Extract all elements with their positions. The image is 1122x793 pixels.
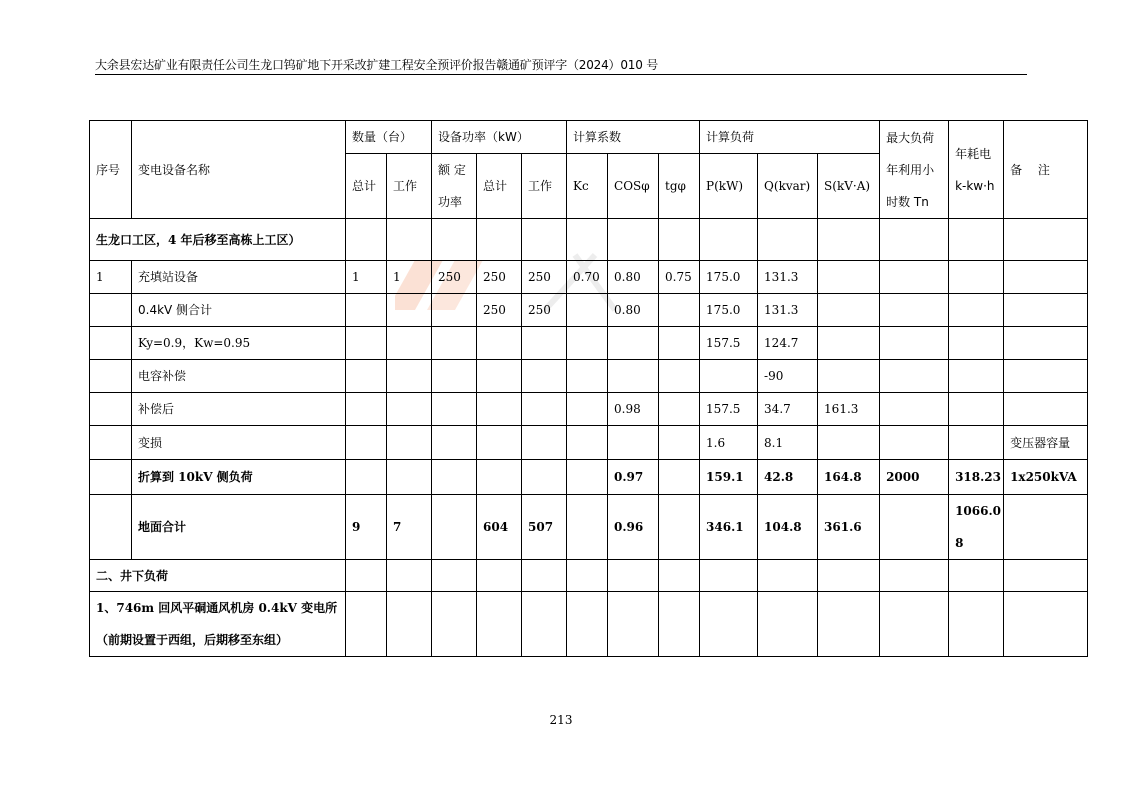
cell-remark: 1x250kVA (1004, 460, 1088, 495)
cell-energy-1: 1066.0 (955, 504, 1002, 518)
header-power-work: 工作 (522, 154, 567, 219)
header-energy-2: k-kw·h (955, 178, 995, 193)
cell-name: 变损 (132, 426, 346, 460)
cell-energy (949, 495, 1004, 560)
header-remark: 备 注 (1004, 121, 1088, 219)
header-qty-total: 总计 (346, 154, 387, 219)
header-seq: 序号 (90, 121, 132, 219)
cell-q: 131.3 (758, 261, 818, 294)
cell-cos (608, 360, 659, 393)
cell-seq (90, 327, 132, 360)
header-rated-2: 功率 (438, 195, 463, 209)
cell-q: 34.7 (758, 393, 818, 426)
cell-power-total (477, 393, 522, 426)
section-row (90, 592, 1088, 657)
header-name: 变电设备名称 (132, 121, 346, 219)
cell-power-work (522, 327, 567, 360)
cell-energy (949, 426, 1004, 460)
cell-p: 157.5 (700, 327, 758, 360)
table-row (90, 393, 1088, 426)
cell-s (818, 426, 880, 460)
cell-q: 104.8 (758, 495, 818, 560)
cell-name: 补偿后 (132, 393, 346, 426)
cell-rated (432, 360, 477, 393)
document-header-title: 大余县宏达矿业有限责任公司生龙口钨矿地下开采改扩建工程安全预评价报告赣通矿预评字（2024）010 号 (95, 58, 659, 72)
cell-p: 346.1 (700, 495, 758, 560)
header-q: Q(kvar) (758, 154, 818, 219)
cell-rated (432, 426, 477, 460)
table-row (90, 294, 1088, 327)
cell-s (818, 327, 880, 360)
table-row-10kv (90, 460, 1088, 495)
header-power: 设备功率（kW） (432, 121, 567, 154)
cell-q: -90 (758, 360, 818, 393)
header-max-load (880, 121, 949, 219)
cell-power-work (522, 426, 567, 460)
cell-power-work (522, 393, 567, 426)
cell-power-total (477, 327, 522, 360)
page-number: 213 (549, 713, 573, 727)
cell-power-work: 250 (522, 261, 567, 294)
cell-name: Ky=0.9，Kw=0.95 (132, 327, 346, 360)
cell-rated (432, 393, 477, 426)
cell-p: 175.0 (700, 261, 758, 294)
table-row (90, 426, 1088, 460)
header-coefficients: 计算系数 (567, 121, 700, 154)
cell-qty-total (346, 426, 387, 460)
header-rated (432, 154, 477, 219)
section-row (90, 219, 1088, 261)
cell-cos (608, 426, 659, 460)
cell-remark (1004, 393, 1088, 426)
cell-kc: 0.70 (567, 261, 608, 294)
cell-s: 164.8 (818, 460, 880, 495)
cell-q: 124.7 (758, 327, 818, 360)
cell-name: 电容补偿 (132, 360, 346, 393)
cell-name: 折算到 10kV 侧负荷 (132, 460, 346, 495)
cell-power-total (477, 360, 522, 393)
table-header-row (90, 121, 1088, 154)
cell-name: 0.4kV 侧合计 (132, 294, 346, 327)
header-cos: COSφ (608, 154, 659, 219)
cell-cos (608, 327, 659, 360)
cell-qty-work (387, 426, 432, 460)
cell-rated: 250 (432, 261, 477, 294)
cell-energy (949, 360, 1004, 393)
cell-s: 361.6 (818, 495, 880, 560)
cell-tn: 2000 (880, 460, 949, 495)
cell-p: 157.5 (700, 393, 758, 426)
table-row-ground-total (90, 495, 1088, 560)
header-rated-1: 额 定 (438, 163, 466, 177)
cell-p: 159.1 (700, 460, 758, 495)
cell-remark: 变压器容量 (1004, 426, 1088, 460)
cell-remark (1004, 360, 1088, 393)
cell-tg (659, 327, 700, 360)
table-row (90, 327, 1088, 360)
load-calculation-table (89, 120, 1088, 657)
cell-q: 8.1 (758, 426, 818, 460)
section-title: 生龙口工区，4 年后移至高栋上工区） (90, 219, 346, 261)
cell-tg: 0.75 (659, 261, 700, 294)
cell-qty-total (346, 360, 387, 393)
cell-cos: 0.96 (608, 495, 659, 560)
cell-tg (659, 426, 700, 460)
cell-qty-work (387, 294, 432, 327)
cell-energy (949, 294, 1004, 327)
header-s: S(kV·A) (818, 154, 880, 219)
cell-p: 1.6 (700, 426, 758, 460)
cell-p: 175.0 (700, 294, 758, 327)
cell-qty-work (387, 393, 432, 426)
cell-qty-work: 1 (387, 261, 432, 294)
cell-q: 131.3 (758, 294, 818, 327)
header-max-load-1: 最大负荷 (886, 130, 935, 145)
cell-power-total: 250 (477, 261, 522, 294)
cell-cos: 0.97 (608, 460, 659, 495)
cell-qty-total: 1 (346, 261, 387, 294)
cell-seq (90, 426, 132, 460)
cell-tg (659, 360, 700, 393)
cell-rated (432, 327, 477, 360)
cell-tn (880, 393, 949, 426)
header-qty-work: 工作 (387, 154, 432, 219)
cell-seq (90, 393, 132, 426)
cell-s (818, 294, 880, 327)
cell-power-work: 507 (522, 495, 567, 560)
cell-energy (949, 261, 1004, 294)
cell-cos: 0.80 (608, 294, 659, 327)
cell-energy-2: 8 (955, 536, 964, 550)
cell-seq (90, 294, 132, 327)
cell-energy (949, 327, 1004, 360)
header-power-total: 总计 (477, 154, 522, 219)
table-row (90, 261, 1088, 294)
cell-qty-total (346, 393, 387, 426)
cell-qty-work (387, 360, 432, 393)
cell-s: 161.3 (818, 393, 880, 426)
cell-seq (90, 360, 132, 393)
section-title (90, 592, 346, 657)
cell-s (818, 261, 880, 294)
cell-remark (1004, 327, 1088, 360)
cell-tg (659, 294, 700, 327)
header-calc-load: 计算负荷 (700, 121, 880, 154)
cell-kc (567, 393, 608, 426)
cell-rated (432, 294, 477, 327)
header-energy (949, 121, 1004, 219)
cell-qty-work (387, 327, 432, 360)
cell-kc (567, 360, 608, 393)
section-title: 二、井下负荷 (90, 560, 346, 592)
cell-tn (880, 426, 949, 460)
cell-power-total: 604 (477, 495, 522, 560)
header-p: P(kW) (700, 154, 758, 219)
cell-cos: 0.80 (608, 261, 659, 294)
table-row (90, 360, 1088, 393)
cell-energy (949, 393, 1004, 426)
cell-kc (567, 294, 608, 327)
header-energy-1: 年耗电 (955, 146, 992, 161)
cell-q: 42.8 (758, 460, 818, 495)
cell-kc (567, 426, 608, 460)
cell-tn (880, 294, 949, 327)
cell-tn (880, 327, 949, 360)
header-kc: Kc (567, 154, 608, 219)
cell-remark (1004, 294, 1088, 327)
cell-qty-work: 7 (387, 495, 432, 560)
cell-p (700, 360, 758, 393)
cell-tg (659, 393, 700, 426)
cell-qty-total (346, 294, 387, 327)
cell-energy: 318.23 (949, 460, 1004, 495)
cell-seq: 1 (90, 261, 132, 294)
cell-tn (880, 360, 949, 393)
cell-name: 充填站设备 (132, 261, 346, 294)
header-quantity: 数量（台） (346, 121, 432, 154)
cell-power-work (522, 360, 567, 393)
cell-power-total (477, 426, 522, 460)
cell-name: 地面合计 (132, 495, 346, 560)
header-max-load-3: 时数 Tn (886, 194, 929, 209)
cell-s (818, 360, 880, 393)
cell-power-work: 250 (522, 294, 567, 327)
cell-qty-total (346, 327, 387, 360)
header-max-load-2: 年利用小 (886, 162, 935, 177)
section-title-line-1: 1、746m 回风平硐通风机房 0.4kV 变电所 (96, 601, 338, 615)
header-rule (95, 74, 1027, 75)
cell-cos: 0.98 (608, 393, 659, 426)
section-row (90, 560, 1088, 592)
cell-tn (880, 261, 949, 294)
cell-power-total: 250 (477, 294, 522, 327)
cell-remark (1004, 261, 1088, 294)
cell-qty-total: 9 (346, 495, 387, 560)
section-title-line-2: （前期设置于西组，后期移至东组） (96, 633, 289, 647)
header-tg: tgφ (659, 154, 700, 219)
cell-kc (567, 327, 608, 360)
